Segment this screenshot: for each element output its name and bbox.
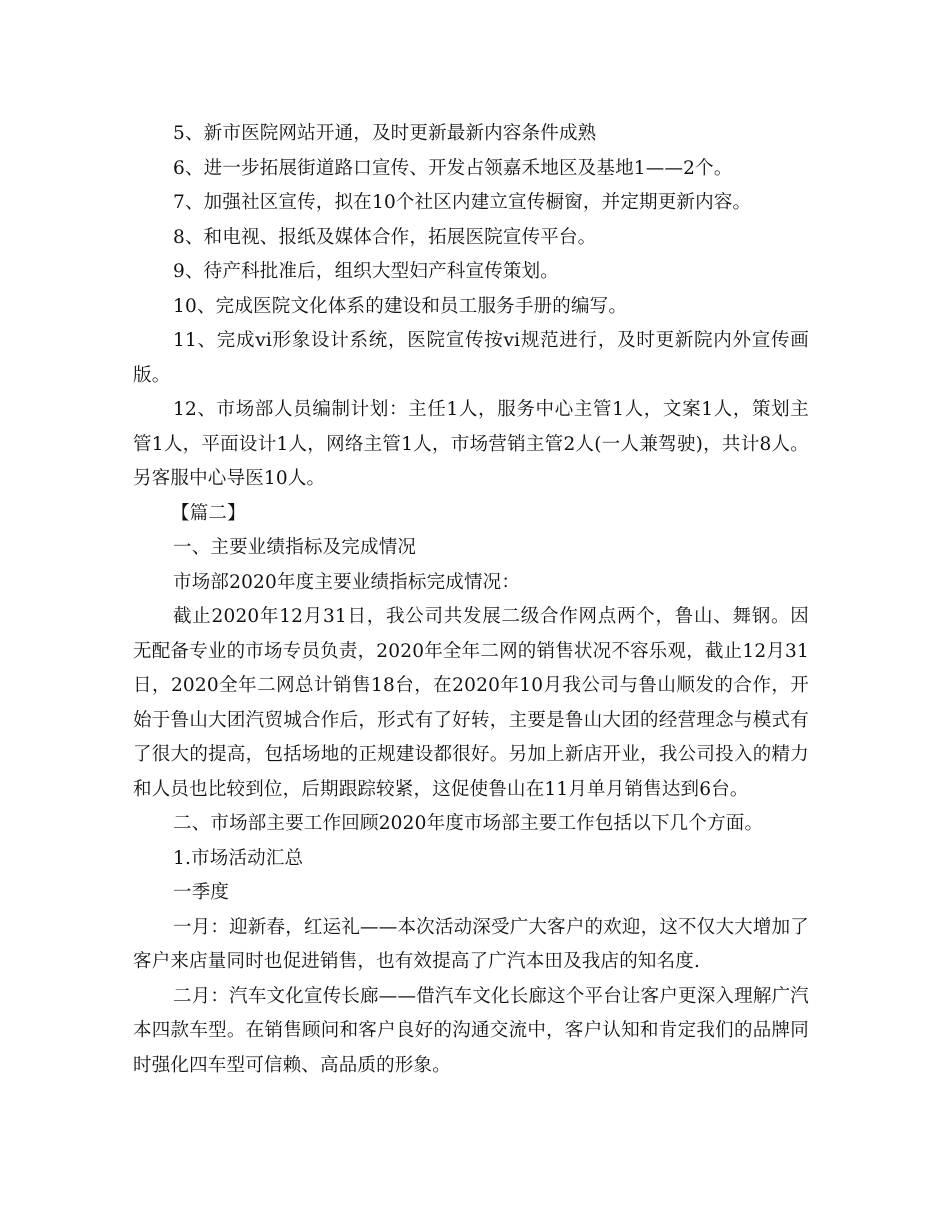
paragraph-january-activity: 一月：迎新春，红运礼——本次活动深受广大客户的欢迎，这不仅大大增加了客户来店量同时也促进销售，也有效提高了广汽本田及我店的知名度. [133, 916, 809, 972]
paragraph-february-activity: 二月：汽车文化宣传长廊——借汽车文化长廊这个平台让客户更深入理解广汽本四款车型。在销售顾问和客户良好的沟通交流中，客户认知和肯定我们的品牌同时强化四车型可信赖、高品质的形象。 [133, 985, 809, 1076]
heading-first-quarter: 一季度 [173, 882, 230, 903]
paragraph-item-7: 7、加强社区宣传，拟在10个社区内建立宣传橱窗，并定期更新内容。 [173, 192, 752, 213]
paragraph-item-6: 6、进一步拓展街道路口宣传、开发占领嘉禾地区及基地1——2个。 [173, 157, 733, 179]
paragraph-item-12: 12、市场部人员编制计划：主任1人，服务中心主管1人，文案1人，策划主管1人，平面设计1人，网络主管1人，市场营销主管2人(一人兼驾驶)，共计8人。另客服中心导医10人。 [133, 399, 809, 489]
paragraph-item-10: 10、完成医院文化体系的建设和员工服务手册的编写。 [173, 295, 628, 317]
paragraph-item-9: 9、待产科批准后，组织大型妇产科宣传策划。 [173, 261, 559, 282]
paragraph-performance-detail: 截止2020年12月31日，我公司共发展二级合作网点两个，鲁山、舞钢。因无配备专业的市场专员负责，2020年全年二网的销售状况不容乐观，截止12月31日，2020全年二网总计销售18台，在2020年10月我公司与鲁山顺发的合作，开始于鲁山大团汽贸城合作后，形式有了好转，主要是鲁山大团的经营理念与模式有了很大的提高，包括场地的正规建设都很好。另加上新店开业，我公司投入的精力和人员也比较到位，后期跟踪较紧，这促使鲁山在11月单月销售达到6台。 [133, 606, 809, 800]
heading-performance-indicators: 一、主要业绩指标及完成情况 [173, 537, 417, 558]
heading-work-review: 二、市场部主要工作回顾2020年度市场部主要工作包括以下几个方面。 [173, 813, 764, 834]
section-heading-part-two: 【篇二】 [171, 502, 246, 524]
paragraph-item-8: 8、和电视、报纸及媒体合作，拓展医院宣传平台。 [173, 226, 597, 248]
paragraph-item-5: 5、新市医院网站开通，及时更新最新内容条件成熟 [173, 123, 597, 144]
heading-market-activities: 1.市场活动汇总 [173, 847, 304, 869]
paragraph-item-11: 11、完成vi形象设计系统，医院宣传按vi规范进行，及时更新院内外宣传画版。 [133, 330, 809, 386]
document-body [133, 117, 809, 1083]
paragraph-performance-intro: 市场部2020年度主要业绩指标完成情况： [173, 571, 521, 593]
